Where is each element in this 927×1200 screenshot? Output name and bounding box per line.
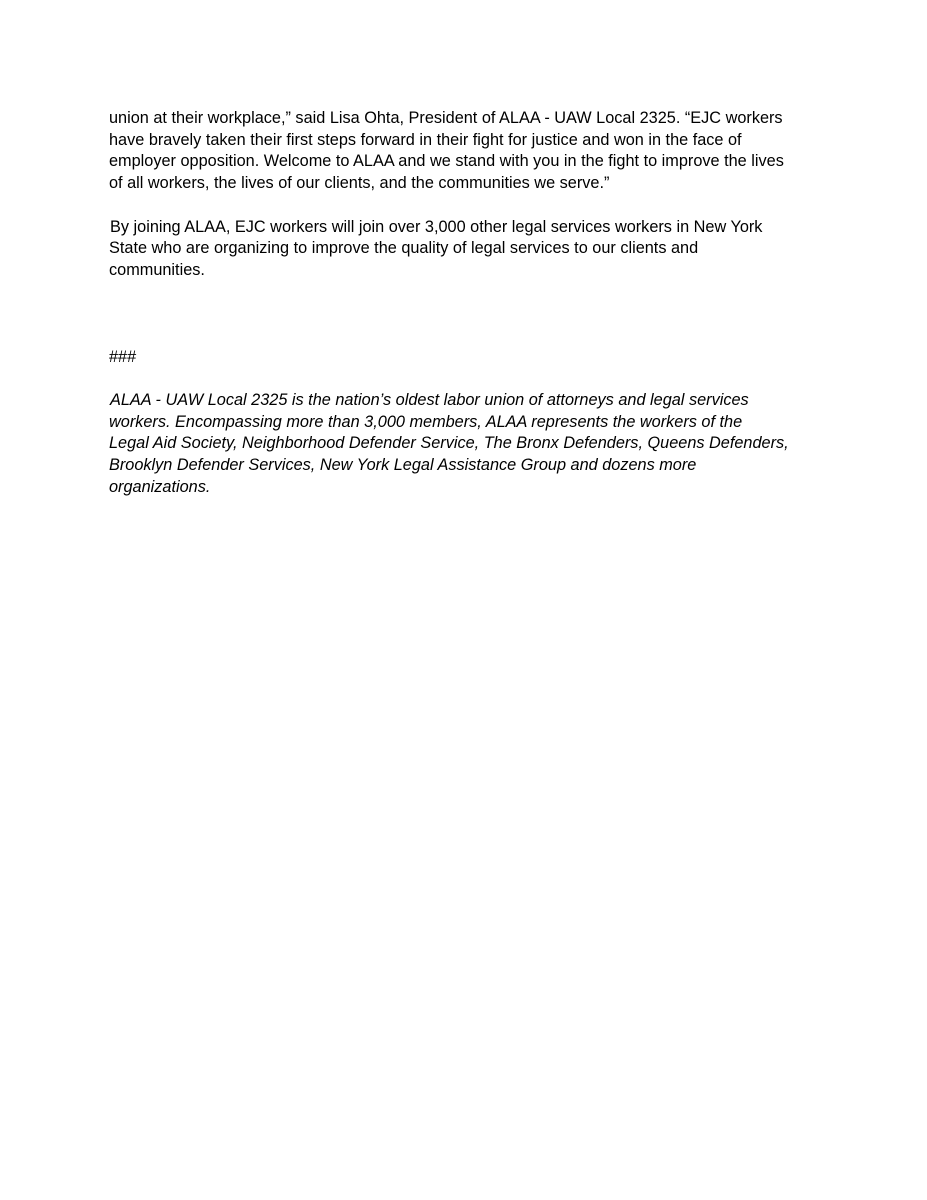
paragraph-line: workers. Encompassing more than 3,000 members, ALAA represents the workers of the <box>109 412 743 431</box>
joining-paragraph <box>109 217 821 282</box>
paragraph-line: communities. <box>109 260 205 279</box>
end-marker-text: ### <box>109 347 137 366</box>
paragraph-line: State who are organizing to improve the quality of legal services to our clients and <box>109 239 699 258</box>
about-paragraph <box>109 390 821 499</box>
end-marker <box>109 347 821 369</box>
paragraph-spacer <box>109 195 821 217</box>
paragraph-line: have bravely taken their first steps forward in their fight for justice and won in the face of <box>109 130 742 149</box>
paragraph-line: ALAA - UAW Local 2325 is the nation’s oldest labor union of attorneys and legal services <box>110 391 749 409</box>
paragraph-line: By joining ALAA, EJC workers will join over 3,000 other legal services workers in New York <box>110 217 763 236</box>
paragraph-line: Brooklyn Defender Services, New York Legal Assistance Group and dozens more <box>109 456 697 475</box>
paragraph-spacer <box>109 368 821 390</box>
paragraph-line: Legal Aid Society, Neighborhood Defender Service, The Bronx Defenders, Queens Defenders, <box>109 434 789 453</box>
paragraph-spacer <box>109 282 821 347</box>
document-body <box>109 108 821 499</box>
quote-paragraph <box>109 108 821 195</box>
paragraph-line: organizations. <box>109 477 211 496</box>
paragraph-line: union at their workplace,” said Lisa Ohta, President of ALAA - UAW Local 2325. “EJC workers <box>109 109 783 127</box>
paragraph-line: employer opposition. Welcome to ALAA and we stand with you in the fight to improve the lives <box>109 152 784 171</box>
paragraph-line: of all workers, the lives of our clients, and the communities we serve.” <box>109 174 610 193</box>
